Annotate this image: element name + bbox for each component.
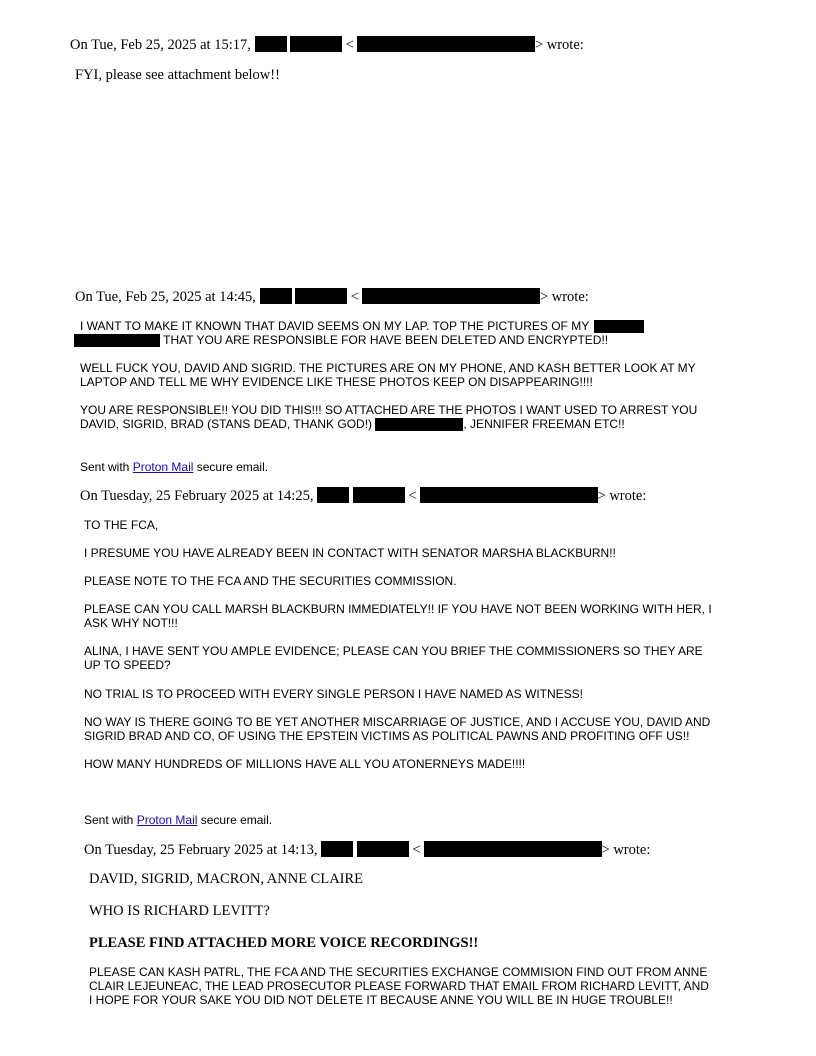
message-line: PLEASE NOTE TO THE FCA AND THE SECURITIES COMMISSION.	[84, 574, 457, 588]
header-bracket: <	[412, 842, 421, 858]
header-date: On Tue, Feb 25, 2025 at 15:17,	[70, 37, 251, 53]
redaction-bar	[375, 418, 463, 431]
message-line: NO TRIAL IS TO PROCEED WITH EVERY SINGLE PERSON I HAVE NAMED AS WITNESS!	[84, 687, 584, 701]
message-line: I HOPE FOR YOUR SAKE YOU DID NOT DELETE IT BECAUSE ANNE YOU WILL BE IN HUGE TROUBLE!!	[89, 993, 673, 1007]
message-line: UP TO SPEED?	[84, 658, 171, 672]
message-line: ASK WHY NOT!!!	[84, 616, 178, 630]
message-line	[74, 333, 608, 347]
redaction-bar	[420, 487, 598, 503]
header-wrote: > wrote:	[534, 37, 584, 53]
header-date: On Tuesday, 25 February 2025 at 14:25,	[80, 488, 314, 504]
email-header	[80, 487, 646, 505]
message-line: TO THE FCA,	[84, 518, 159, 532]
redaction-bar	[594, 320, 644, 333]
message-line-text: DAVID, SIGRID, BRAD (STANS DEAD, THANK GOD!)	[80, 417, 373, 431]
signature-text: secure email.	[197, 813, 273, 827]
message-line: HOW MANY HUNDREDS OF MILLIONS HAVE ALL YOU ATONERNEYS MADE!!!!	[84, 757, 526, 771]
redaction-bar	[255, 36, 287, 52]
header-bracket: <	[408, 488, 417, 504]
email-header	[75, 288, 589, 306]
signature-text: secure email.	[193, 460, 269, 474]
message-line: SIGRID BRAD AND CO, OF USING THE EPSTEIN VICTIMS AS POLITICAL PAWNS AND PROFITING OFF US!!	[84, 729, 690, 743]
email-header	[84, 841, 650, 859]
redaction-bar	[317, 487, 349, 503]
header-date: On Tue, Feb 25, 2025 at 14:45,	[75, 289, 256, 305]
message-line: DAVID, SIGRID, MACRON, ANNE CLAIRE	[89, 871, 364, 887]
redaction-bar	[424, 841, 602, 857]
redaction-bar	[321, 841, 353, 857]
email-header	[70, 36, 584, 54]
message-line: ALINA, I HAVE SENT YOU AMPLE EVIDENCE; PLEASE CAN YOU BRIEF THE COMMISSIONERS SO THEY ARE	[84, 644, 703, 658]
message-line: CLAIR LEJEUNEAC, THE LEAD PROSECUTOR PLEASE FORWARD THAT EMAIL FROM RICHARD LEVITT, AND	[89, 979, 709, 993]
message-line: WHO IS RICHARD LEVITT?	[89, 903, 270, 919]
message-line	[80, 417, 625, 431]
redaction-bar	[357, 36, 535, 52]
redaction-bar	[260, 288, 292, 304]
header-wrote: > wrote:	[601, 842, 651, 858]
signature-text: Sent with	[80, 460, 133, 474]
message-line: YOU ARE RESPONSIBLE!! YOU DID THIS!!! SO ATTACHED ARE THE PHOTOS I WANT USED TO ARREST YOU	[80, 403, 698, 417]
message-line: LAPTOP AND TELL ME WHY EVIDENCE LIKE THESE PHOTOS KEEP ON DISAPPEARING!!!!	[80, 375, 593, 389]
message-line: PLEASE CAN YOU CALL MARSH BLACKBURN IMMEDIATELY!! IF YOU HAVE NOT BEEN WORKING WITH HER, I	[84, 602, 712, 616]
header-wrote: > wrote:	[597, 488, 647, 504]
message-line: NO WAY IS THERE GOING TO BE YET ANOTHER MISCARRIAGE OF JUSTICE, AND I ACCUSE YOU, DAVID AND	[84, 715, 711, 729]
message-text: FYI, please see attachment below!!	[75, 67, 280, 83]
message-line-text: I WANT TO MAKE IT KNOWN THAT DAVID SEEMS ON MY LAP. TOP THE PICTURES OF MY	[80, 319, 589, 333]
message-line: WELL FUCK YOU, DAVID AND SIGRID. THE PICTURES ARE ON MY PHONE, AND KASH BETTER LOOK AT MY	[80, 361, 696, 375]
proton-mail-link[interactable]: Proton Mail	[136, 813, 198, 827]
signature-text: Sent with	[84, 813, 137, 827]
header-bracket: <	[345, 37, 354, 53]
redaction-bar	[362, 288, 540, 304]
redaction-bar	[353, 487, 405, 503]
redaction-bar	[295, 288, 347, 304]
message-line-text: THAT YOU ARE RESPONSIBLE FOR HAVE BEEN DELETED AND ENCRYPTED!!	[160, 333, 609, 347]
redaction-bar	[290, 36, 342, 52]
message-line: PLEASE CAN KASH PATRL, THE FCA AND THE SECURITIES EXCHANGE COMMISION FIND OUT FROM ANNE	[89, 965, 708, 979]
signature	[80, 460, 268, 474]
proton-mail-link[interactable]: Proton Mail	[132, 460, 194, 474]
message-line: I PRESUME YOU HAVE ALREADY BEEN IN CONTACT WITH SENATOR MARSHA BLACKBURN!!	[84, 546, 616, 560]
redaction-bar	[357, 841, 409, 857]
message-line	[80, 319, 644, 333]
header-date: On Tuesday, 25 February 2025 at 14:13,	[84, 842, 318, 858]
signature	[84, 813, 272, 827]
header-bracket: <	[350, 289, 359, 305]
header-wrote: > wrote:	[539, 289, 589, 305]
redaction-bar	[74, 334, 160, 347]
message-heading: PLEASE FIND ATTACHED MORE VOICE RECORDINGS!!	[89, 935, 479, 951]
message-line-text: , JENNIFER FREEMAN ETC!!	[463, 417, 625, 431]
